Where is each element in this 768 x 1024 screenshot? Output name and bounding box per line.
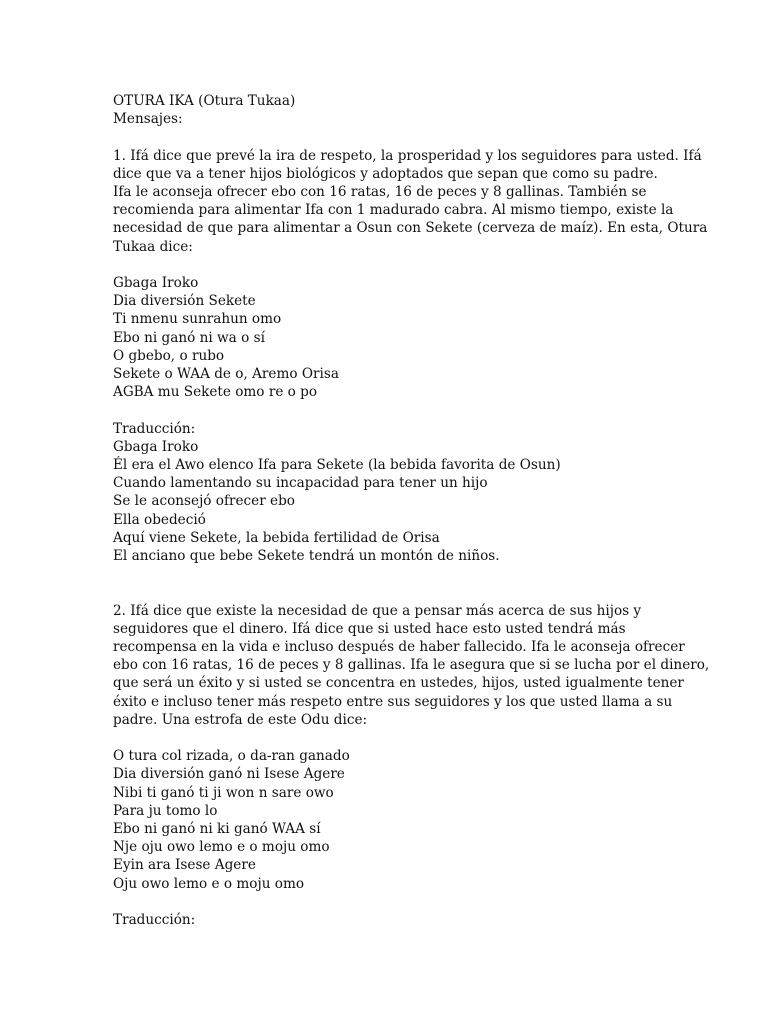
- verse-line: AGBA mu Sekete omo re o po: [113, 384, 318, 401]
- section2-verse: [113, 747, 673, 893]
- translation-line: Él era el Awo elenco Ifa para Sekete (la bebida favorita de Osun): [113, 457, 561, 474]
- verse-line: Nibi ti ganó ti ji won n sare owo: [113, 784, 334, 801]
- verse-line: Ebo ni ganó ni wa o sí: [113, 329, 265, 346]
- section1-translation: [113, 438, 673, 565]
- section1-verse: [113, 274, 673, 401]
- paragraph-line: 2. Ifá dice que existe la necesidad de que a pensar más acerca de sus hijos y: [113, 602, 642, 619]
- verse-line: Dia diversión Sekete: [113, 293, 256, 310]
- translation-label: Traducción:: [113, 912, 196, 929]
- paragraph-line: padre. Una estrofa de este Odu dice:: [113, 711, 368, 728]
- translation-line: Gbaga Iroko: [113, 438, 199, 455]
- paragraph-line: recompensa en la vida e incluso después de haber fallecido. Ifa le aconseja ofrecer: [113, 639, 685, 656]
- verse-line: Eyin ara Isese Agere: [113, 857, 256, 874]
- section2-paragraph: [113, 602, 710, 729]
- paragraph-line: recomienda para alimentar Ifa con 1 madurado cabra. Al mismo tiempo, existe la: [113, 202, 674, 219]
- verse-line: Sekete o WAA de o, Aremo Orisa: [113, 366, 339, 383]
- paragraph-line: necesidad de que para alimentar a Osun con Sekete (cerveza de maíz). En esta, Otura: [113, 220, 708, 237]
- translation-line: Ella obedeció: [113, 511, 206, 528]
- translation-line: Se le aconsejó ofrecer ebo: [113, 493, 295, 510]
- paragraph-line: 1. Ifá dice que prevé la ira de respeto, la prosperidad y los seguidores para usted. Ifá: [113, 147, 702, 164]
- paragraph-line: ebo con 16 ratas, 16 de peces y 8 gallinas. Ifa le asegura que si se lucha por el dinero,: [113, 657, 710, 674]
- document-body: [113, 92, 710, 929]
- section1-paragraph: [113, 147, 708, 256]
- verse-line: O tura col rizada, o da-ran ganado: [113, 748, 350, 765]
- verse-line: Para ju tomo lo: [113, 802, 218, 819]
- paragraph-line: dice que va a tener hijos biológicos y adoptados que sepan que como su padre.: [113, 165, 658, 182]
- verse-line: Nje oju owo lemo e o moju omo: [113, 839, 330, 856]
- paragraph-line: seguidores que el dinero. Ifá dice que si usted hace esto usted tendrá más: [113, 620, 626, 637]
- translation-label: Traducción:: [113, 420, 196, 437]
- verse-line: Ti nmenu sunrahun omo: [113, 311, 282, 328]
- verse-line: Ebo ni ganó ni ki ganó WAA sí: [113, 821, 321, 838]
- translation-line: Aquí viene Sekete, la bebida fertilidad de Orisa: [113, 529, 440, 546]
- translation-line: Cuando lamentando su incapacidad para tener un hijo: [113, 475, 488, 492]
- verse-line: O gbebo, o rubo: [113, 347, 225, 364]
- paragraph-line: Tukaa dice:: [113, 238, 193, 255]
- document-title: OTURA IKA (Otura Tukaa): [113, 93, 296, 109]
- verse-line: Dia diversión ganó ni Isese Agere: [113, 766, 345, 783]
- paragraph-line: que será un éxito y si usted se concentra en ustedes, hijos, usted igualmente tener: [113, 675, 684, 692]
- paragraph-line: Ifa le aconseja ofrecer ebo con 16 ratas, 16 de peces y 8 gallinas. También se: [113, 184, 647, 200]
- translation-line: El anciano que bebe Sekete tendrá un montón de niños.: [113, 548, 500, 565]
- document-subtitle: Mensajes:: [113, 111, 183, 128]
- paragraph-line: éxito e incluso tener más respeto entre sus seguidores y los que usted llama a su: [113, 693, 673, 710]
- verse-line: Oju owo lemo e o moju omo: [113, 875, 305, 892]
- verse-line: Gbaga Iroko: [113, 275, 199, 291]
